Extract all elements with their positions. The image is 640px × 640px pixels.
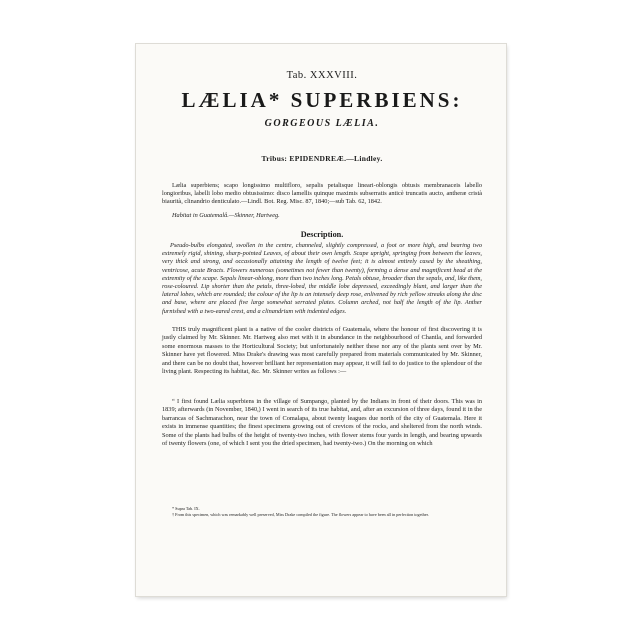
habitat-line: Habitat in Guatemalâ.—Skinner, Hartweg.	[172, 212, 280, 219]
skinner-quote: “ I first found Lælia superbiens in the village of Sumpango, planted by the Indians in front of their doors. This was in 1839; afterwards (in November, 1840,) I went in search of its true habitat, and, after an excursion of three days, found it in the barrancas of Sachmarachon, near the town of Comalapa, about twenty leagues due north of the city of Guatemala. Here it exists in immense quantities; the finest specimens growing out of crevices of the rocks, and sheltered from the north winds. Some of the plants had bulbs of the height of twenty-two inches, with flower stems four yards in length, and bearing upwards of twenty flowers (one, of which I sent you the dried specimen, had twenty-two.) On the morning on which	[162, 398, 482, 448]
footnote: * Supra Tab. IX.	[172, 506, 200, 511]
plate-page	[136, 44, 506, 596]
tribus-line: Tribus: EPIDENDREÆ.—Lindley.	[261, 154, 383, 163]
footnote: † From this specimen, which was remarkably well preserved, Miss Drake compiled the figure. The flowers appear to have been all in perfection together.	[172, 512, 429, 517]
description-heading: Description.	[300, 230, 344, 239]
latin-description: Lælia superbiens; scapo longissimo multifloro, sepalis petalisque lineari-oblongis obtusis membranaceis labello longioribus, labelli lobo medio obtusissimo: disco lamellis quinque maximis subserratis anticè truncatis aucto, antheræ cristà biaurità, clinandrio denticulato.—Lindl. Bot. Reg. Misc. 87, 1840;—sub Tab. 62, 1842.	[162, 182, 482, 206]
plate-number: Tab. XXXVIII.	[286, 70, 358, 81]
plate-subtitle: GORGEOUS LÆLIA.	[264, 118, 380, 129]
description-text: Pseudo-bulbs elongated, swollen in the centre, channeled, slightly compressed, a foot or more high, and bearing two extremely rigid, shining, sharp-pointed Leaves, of about their own length. Scape upright, springing from between the leaves, very thick and strong, and occasionally attaining the length of twelve feet; it is almost entirely cased by the sheathing, ventricose, acute Bracts. Flowers numerous (sometimes not fewer than twenty), forming a dense and magnificent head at the extremity of the scape. Sepals linear-oblong, more than two inches long. Petals obtuse, broader than the sepals, and, like them, rose-coloured. Lip shorter than the petals, three-lobed, the middle lobe depressed, exceedingly blunt, and larger than the lateral lobes, which are rounded; the colour of the lip is an intensely deep rose, enlivened by rich yellow streaks along the disc and base, where are placed five large somewhat serrated plates. Column arched, not half the length of the lip. Anther furnished with a two-eared crest, and a clinandrium with indented edges.	[162, 242, 482, 315]
page-content	[162, 44, 482, 596]
intro-paragraph: THIS truly magnificent plant is a native of the cooler districts of Guatemala, where the honour of first discovering it is justly claimed by Mr. Skinner. Mr. Hartweg also met with it in abundance in the neighbourhood of Chantla, and forwarded some enormous masses to the Horticultural Society; but unfortunately neither these nor any of the plants sent over by Mr. Skinner have yet flowered. Miss Drake's drawing was most carefully prepared from materials communicated by Mr. Skinner, and there can be no doubt that, however brilliant her representation may appear, it will fail to do justice to the splendour of the living plant. Respecting its habitat, &c. Mr. Skinner writes as follows :—	[162, 326, 482, 376]
plate-title: LÆLIA* SUPERBIENS:	[181, 88, 463, 112]
